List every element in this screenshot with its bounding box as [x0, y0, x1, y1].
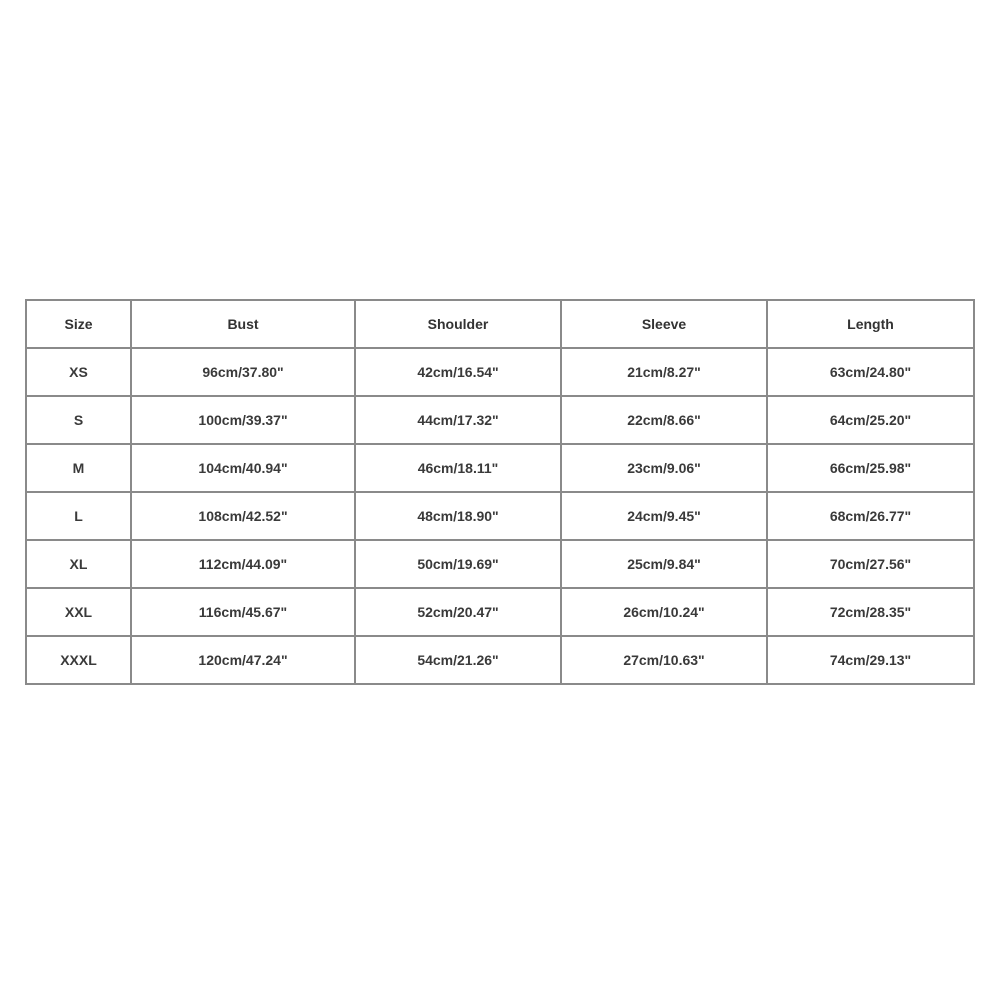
- shoulder-cell: 50cm/19.69": [355, 540, 561, 588]
- header-sleeve: Sleeve: [561, 300, 767, 348]
- size-cell: XS: [26, 348, 131, 396]
- table-row: [26, 348, 974, 396]
- size-chart-body: [26, 348, 974, 684]
- shoulder-cell: 48cm/18.90": [355, 492, 561, 540]
- shoulder-cell: 44cm/17.32": [355, 396, 561, 444]
- size-chart-header: [26, 300, 974, 348]
- size-cell: S: [26, 396, 131, 444]
- length-cell: 70cm/27.56": [767, 540, 974, 588]
- table-row: [26, 492, 974, 540]
- header-length: Length: [767, 300, 974, 348]
- bust-cell: 100cm/39.37": [131, 396, 355, 444]
- sleeve-cell: 26cm/10.24": [561, 588, 767, 636]
- size-cell: L: [26, 492, 131, 540]
- size-cell: M: [26, 444, 131, 492]
- bust-cell: 108cm/42.52": [131, 492, 355, 540]
- bust-cell: 104cm/40.94": [131, 444, 355, 492]
- table-row: [26, 444, 974, 492]
- shoulder-cell: 52cm/20.47": [355, 588, 561, 636]
- length-cell: 68cm/26.77": [767, 492, 974, 540]
- table-row: [26, 540, 974, 588]
- bust-cell: 112cm/44.09": [131, 540, 355, 588]
- sleeve-cell: 24cm/9.45": [561, 492, 767, 540]
- length-cell: 66cm/25.98": [767, 444, 974, 492]
- header-size: Size: [26, 300, 131, 348]
- shoulder-cell: 54cm/21.26": [355, 636, 561, 684]
- header-row: [26, 300, 974, 348]
- bust-cell: 120cm/47.24": [131, 636, 355, 684]
- sleeve-cell: 25cm/9.84": [561, 540, 767, 588]
- table-row: [26, 396, 974, 444]
- sleeve-cell: 21cm/8.27": [561, 348, 767, 396]
- bust-cell: 96cm/37.80": [131, 348, 355, 396]
- length-cell: 74cm/29.13": [767, 636, 974, 684]
- size-cell: XXXL: [26, 636, 131, 684]
- size-chart-table: [25, 299, 975, 685]
- shoulder-cell: 46cm/18.11": [355, 444, 561, 492]
- bust-cell: 116cm/45.67": [131, 588, 355, 636]
- shoulder-cell: 42cm/16.54": [355, 348, 561, 396]
- header-bust: Bust: [131, 300, 355, 348]
- length-cell: 64cm/25.20": [767, 396, 974, 444]
- sleeve-cell: 27cm/10.63": [561, 636, 767, 684]
- header-shoulder: Shoulder: [355, 300, 561, 348]
- sleeve-cell: 22cm/8.66": [561, 396, 767, 444]
- size-cell: XXL: [26, 588, 131, 636]
- length-cell: 63cm/24.80": [767, 348, 974, 396]
- table-row: [26, 588, 974, 636]
- size-cell: XL: [26, 540, 131, 588]
- sleeve-cell: 23cm/9.06": [561, 444, 767, 492]
- table-row: [26, 636, 974, 684]
- length-cell: 72cm/28.35": [767, 588, 974, 636]
